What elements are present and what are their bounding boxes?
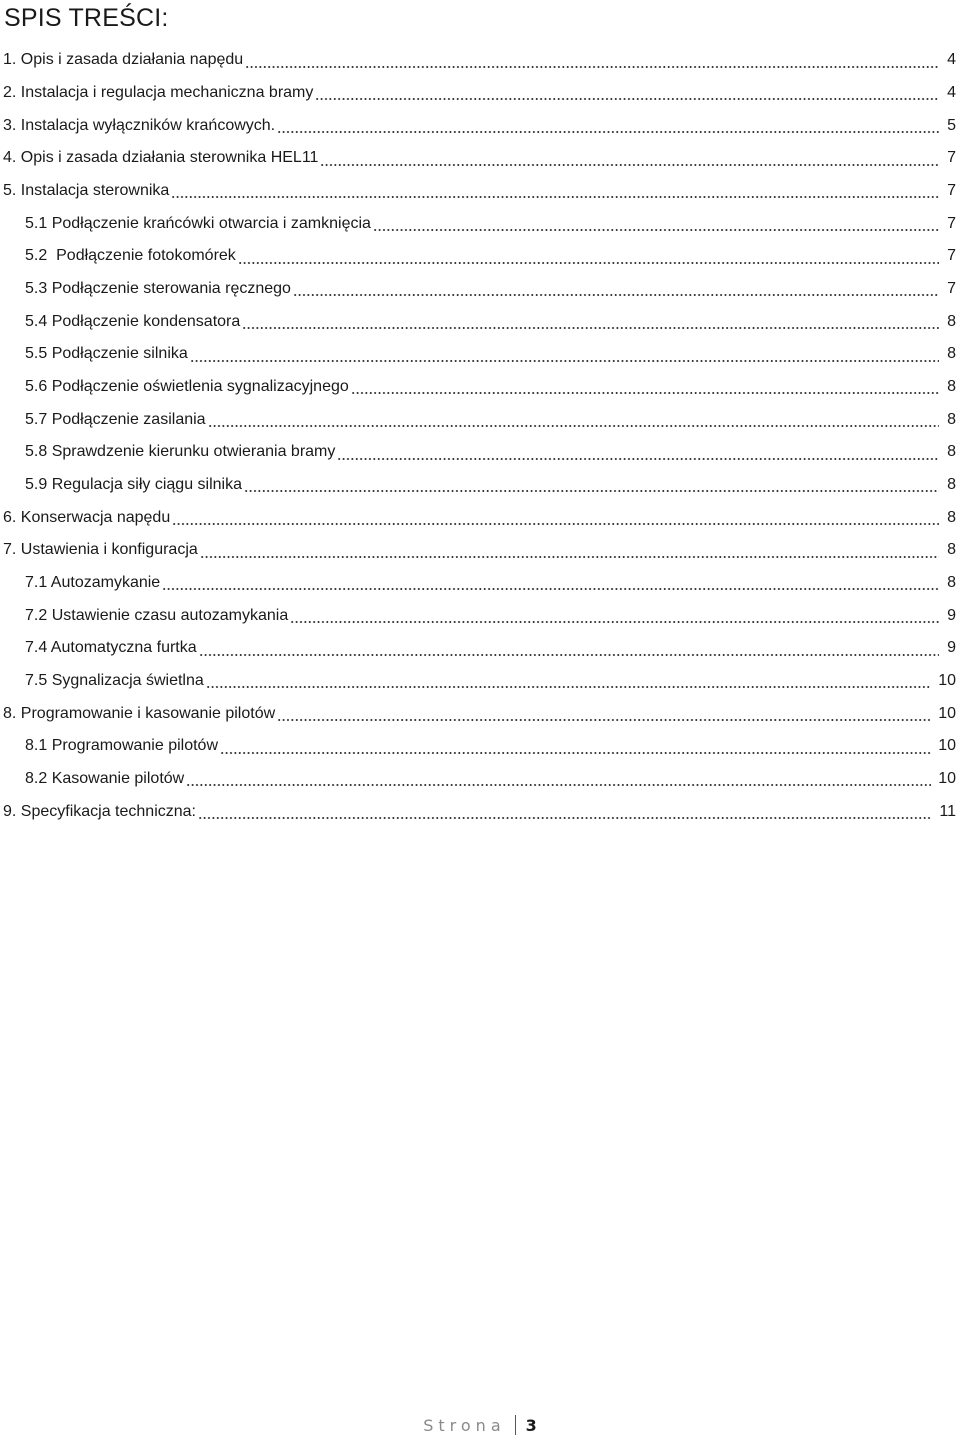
toc-entry[interactable] xyxy=(0,403,960,436)
table-of-contents xyxy=(0,44,960,828)
toc-entry[interactable] xyxy=(0,763,960,796)
toc-entry-title: 1. Opis i zasada działania napędu xyxy=(3,51,244,69)
toc-entry-title: 5.2 Podłączenie fotokomórek xyxy=(25,247,236,265)
page-footer xyxy=(0,1412,960,1438)
toc-entry-title: 6. Konserwacja napędu xyxy=(3,508,171,526)
toc-entry[interactable] xyxy=(0,175,960,208)
toc-entry-page-number: 10 xyxy=(938,704,956,722)
toc-entry-page-number: 7 xyxy=(947,214,956,232)
toc-dot-leader xyxy=(290,621,939,623)
toc-entry-page-number: 7 xyxy=(947,182,956,200)
toc-entry[interactable] xyxy=(0,697,960,730)
toc-entry[interactable] xyxy=(0,436,960,469)
toc-entry[interactable] xyxy=(0,142,960,175)
toc-dot-leader xyxy=(171,196,939,198)
toc-entry-title: 7.4 Automatyczna furtka xyxy=(25,639,197,657)
toc-entry[interactable] xyxy=(0,567,960,600)
toc-entry-title: 5.3 Podłączenie sterowania ręcznego xyxy=(25,280,291,298)
toc-entry[interactable] xyxy=(0,305,960,338)
toc-dot-leader xyxy=(351,392,939,394)
toc-entry-title: 7.5 Sygnalizacja świetlna xyxy=(25,672,204,690)
toc-entry-page-number: 8 xyxy=(947,443,956,461)
toc-entry-title: 5.4 Podłączenie kondensatora xyxy=(25,312,241,330)
toc-entry-page-number: 4 xyxy=(947,84,956,101)
toc-dot-leader xyxy=(186,784,931,786)
toc-dot-leader xyxy=(244,490,939,492)
toc-entry-page-number: 8 xyxy=(947,378,956,396)
toc-entry[interactable] xyxy=(0,469,960,502)
toc-entry[interactable] xyxy=(0,599,960,632)
toc-dot-leader xyxy=(238,262,939,264)
footer-page-number: 3 xyxy=(525,1415,537,1435)
toc-dot-leader xyxy=(200,556,939,558)
toc-entry[interactable] xyxy=(0,77,960,110)
footer-label: Strona xyxy=(423,1415,506,1435)
toc-dot-leader xyxy=(245,66,939,68)
toc-entry[interactable] xyxy=(0,632,960,665)
toc-entry-page-number: 7 xyxy=(947,280,956,298)
toc-dot-leader xyxy=(277,719,931,721)
toc-entry-page-number: 10 xyxy=(938,672,956,690)
toc-entry-page-number: 10 xyxy=(938,737,956,755)
page-title: SPIS TREŚCI: xyxy=(4,4,169,32)
toc-entry-page-number: 8 xyxy=(947,476,956,494)
toc-entry-title: 8. Programowanie i kasowanie pilotów xyxy=(3,704,276,722)
toc-dot-leader xyxy=(320,164,939,166)
toc-entry-page-number: 8 xyxy=(947,541,956,559)
toc-entry-title: 5.6 Podłączenie oświetlenia sygnalizacyjnego xyxy=(25,378,349,396)
toc-entry-page-number: 9 xyxy=(947,639,956,657)
toc-entry-page-number: 8 xyxy=(947,410,956,428)
toc-dot-leader xyxy=(337,458,939,460)
toc-entry[interactable] xyxy=(0,795,960,828)
toc-entry-title: 4. Opis i zasada działania sterownika HEL11 xyxy=(3,149,319,167)
toc-entry-page-number: 7 xyxy=(947,247,956,265)
toc-entry-page-number: 8 xyxy=(947,345,956,363)
toc-entry-title: 5.9 Regulacja siły ciągu silnika xyxy=(25,476,242,494)
toc-entry-title: 5.5 Podłączenie silnika xyxy=(25,345,188,363)
toc-entry[interactable] xyxy=(0,338,960,371)
toc-dot-leader xyxy=(206,686,931,688)
toc-entry-title: 9. Specyfikacja techniczna: xyxy=(3,802,196,820)
toc-entry-title: 5.7 Podłączenie zasilania xyxy=(25,410,206,428)
toc-entry-page-number: 8 xyxy=(947,574,956,592)
toc-entry-page-number: 8 xyxy=(947,508,956,526)
toc-entry[interactable] xyxy=(0,730,960,763)
toc-entry-title: 8.2 Kasowanie pilotów xyxy=(25,770,185,788)
toc-entry-title: 3. Instalacja wyłączników krańcowych. xyxy=(3,116,276,134)
toc-entry[interactable] xyxy=(0,371,960,404)
toc-dot-leader xyxy=(373,229,939,231)
toc-entry-title: 5. Instalacja sterownika xyxy=(3,182,170,200)
toc-entry-page-number: 7 xyxy=(947,149,956,167)
toc-dot-leader xyxy=(172,523,939,525)
toc-entry[interactable] xyxy=(0,44,960,77)
toc-entry[interactable] xyxy=(0,534,960,567)
toc-entry-title: 7.1 Autozamykanie xyxy=(25,574,161,592)
toc-entry-page-number: 5 xyxy=(947,116,956,134)
toc-dot-leader xyxy=(315,98,939,100)
toc-dot-leader xyxy=(199,654,939,656)
toc-entry-page-number: 4 xyxy=(947,51,956,69)
toc-entry[interactable] xyxy=(0,207,960,240)
toc-dot-leader xyxy=(220,752,931,754)
toc-dot-leader xyxy=(242,327,939,329)
toc-entry[interactable] xyxy=(0,501,960,534)
toc-dot-leader xyxy=(293,294,939,296)
toc-entry[interactable] xyxy=(0,240,960,273)
toc-dot-leader xyxy=(162,588,939,590)
toc-dot-leader xyxy=(277,131,939,133)
toc-dot-leader xyxy=(208,425,939,427)
toc-entry-page-number: 8 xyxy=(947,312,956,330)
footer-divider xyxy=(515,1415,516,1435)
toc-entry-title: 5.8 Sprawdzenie kierunku otwierania bramy xyxy=(25,443,336,461)
toc-entry-page-number: 11 xyxy=(939,802,956,820)
toc-entry-title: 7.2 Ustawienie czasu autozamykania xyxy=(25,606,289,624)
toc-dot-leader xyxy=(190,360,939,362)
toc-entry-page-number: 9 xyxy=(947,606,956,624)
toc-entry-title: 7. Ustawienia i konfiguracja xyxy=(3,541,198,559)
toc-entry[interactable] xyxy=(0,273,960,306)
toc-entry-title: 8.1 Programowanie pilotów xyxy=(25,737,218,755)
toc-entry[interactable] xyxy=(0,665,960,698)
toc-entry-title: 2. Instalacja i regulacja mechaniczna bramy xyxy=(3,84,314,101)
toc-entry-title: 5.1 Podłączenie krańcówki otwarcia i zamknięcia xyxy=(25,214,371,232)
toc-entry[interactable] xyxy=(0,109,960,142)
toc-dot-leader xyxy=(198,817,931,819)
toc-entry-page-number: 10 xyxy=(938,770,956,788)
